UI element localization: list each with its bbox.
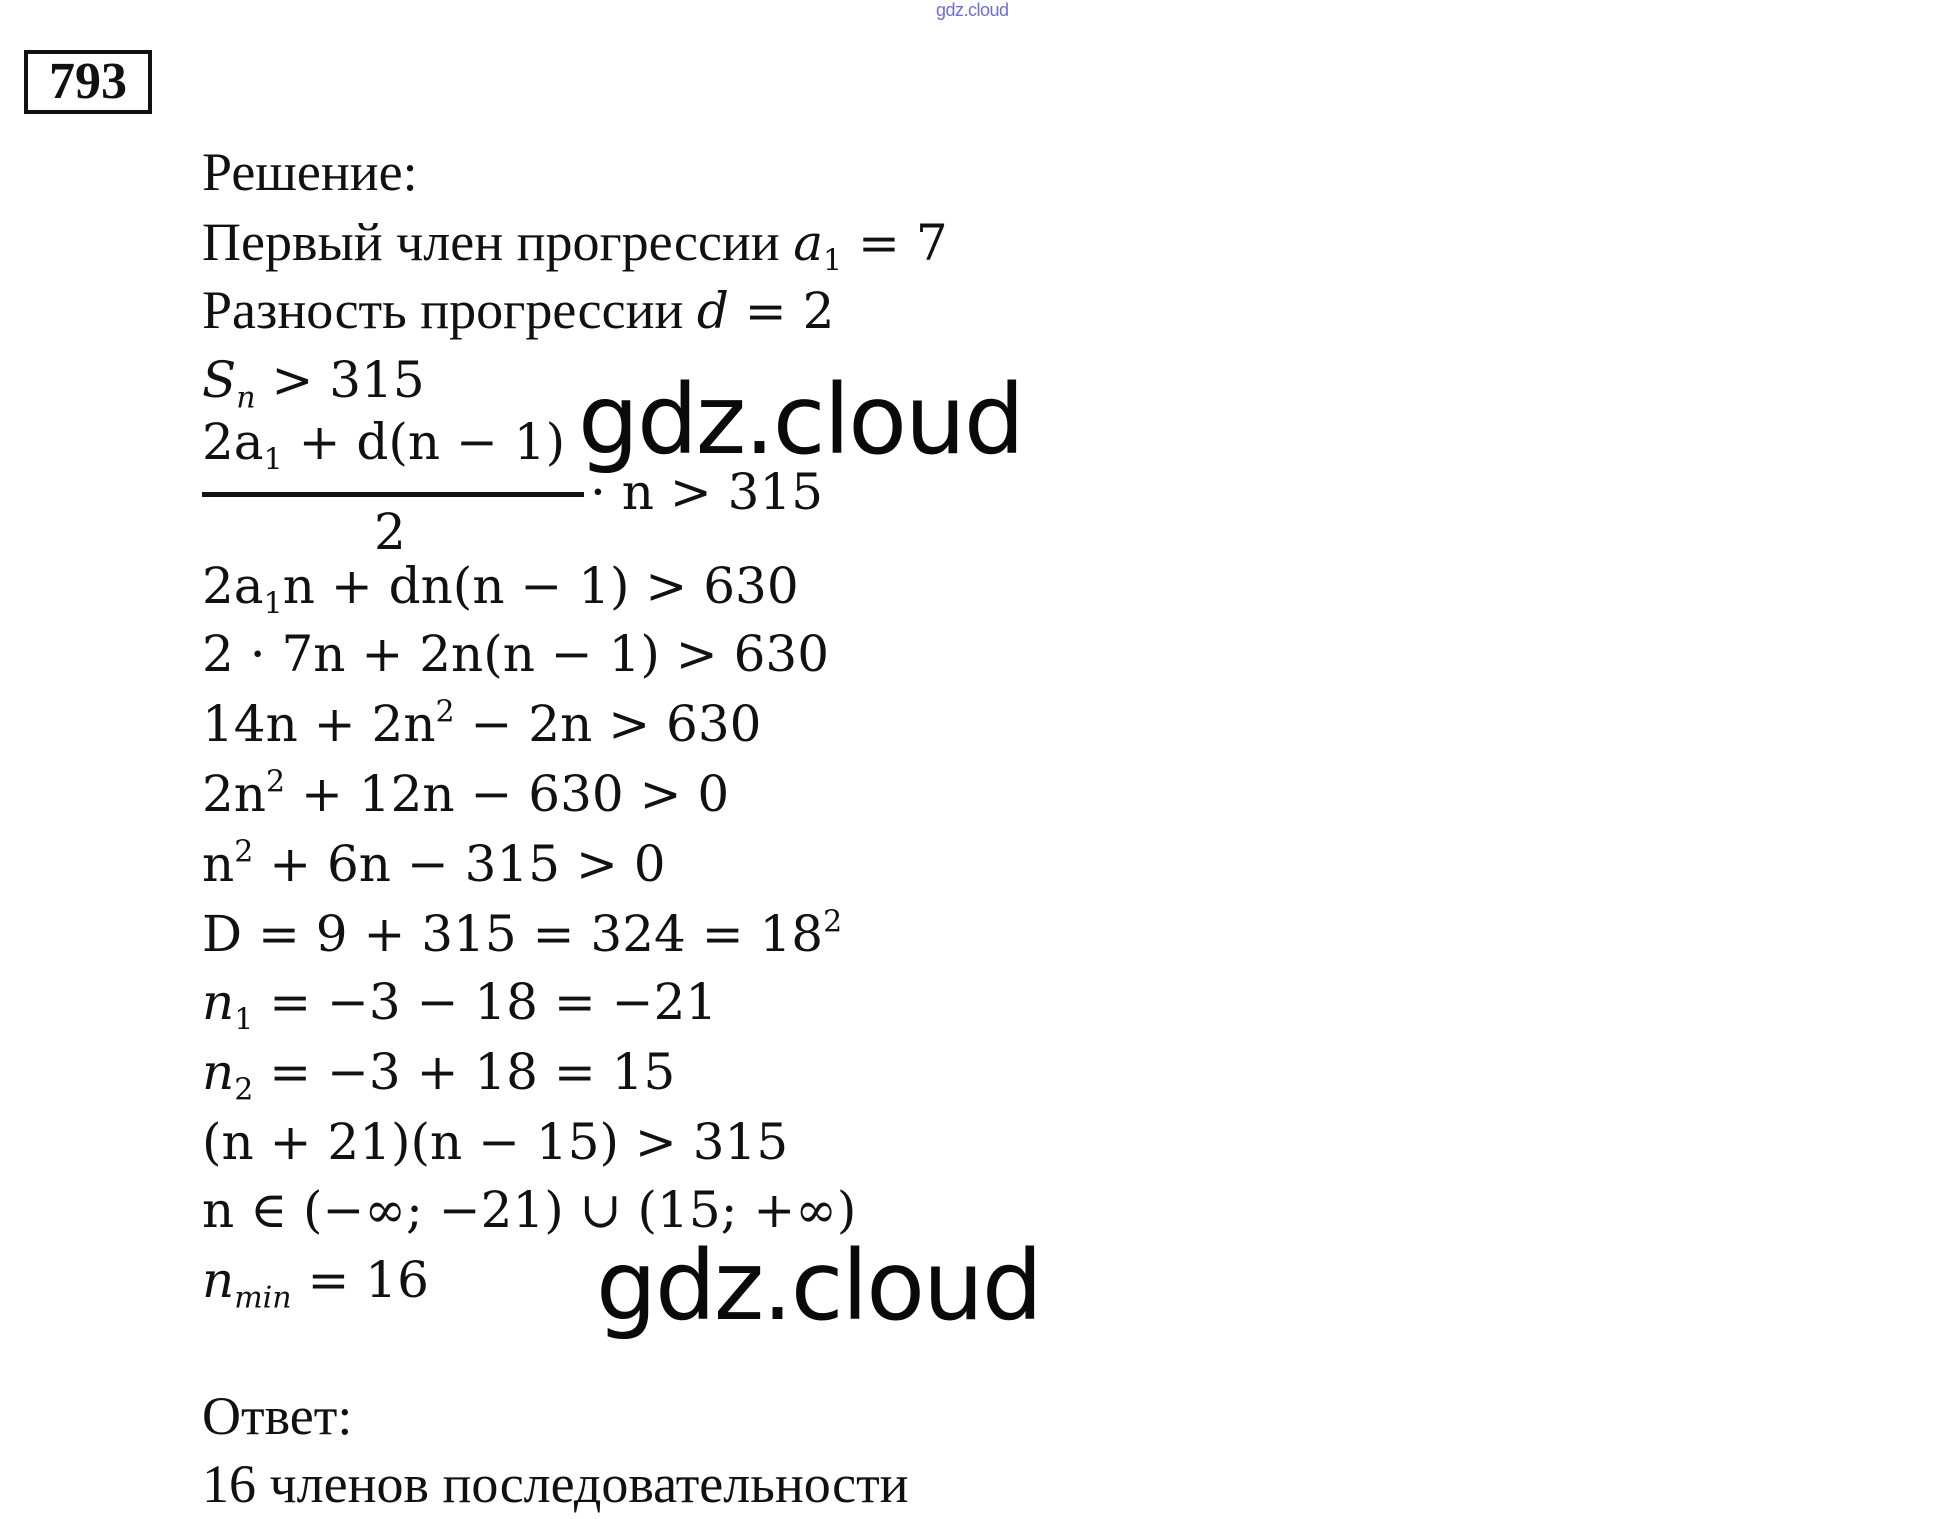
watermark-upper: gdz.cloud — [578, 364, 1023, 476]
solution-interval: n ∈ (−∞; −21) ∪ (15; +∞) — [202, 1181, 857, 1239]
step-3: $14n + 2n^2 - 2n > 630$ — [202, 694, 762, 753]
fraction-numerator: $2a_1 + d(n - 1)$ — [202, 413, 566, 478]
root-1: $n_1 = -3 - 18 = -21$ — [202, 973, 718, 1038]
step-2: 2 · 7n + 2n(n − 1) > 630 — [202, 625, 830, 683]
difference-line — [202, 280, 834, 341]
answer-text: 16 членов последовательности — [202, 1454, 909, 1514]
answer-heading: Ответ: — [202, 1386, 353, 1446]
first-term-formula: $a_1 = 7$ — [793, 214, 948, 279]
fraction-bar — [202, 492, 584, 497]
fraction-denominator: 2 — [374, 503, 406, 561]
first-term-label: Первый член прогрессии — [202, 212, 780, 272]
solution-heading: Решение: — [202, 142, 418, 202]
minimum-n: $n_{min} = 16$ — [202, 1251, 429, 1316]
task-number-box: 793 — [24, 50, 152, 114]
difference-label: Разность прогрессии — [202, 280, 684, 340]
discriminant: $D = 9 + 315 = 324 = 18^2$ — [202, 904, 843, 963]
step-1: $2a_1n + dn(n - 1) > 630$ — [202, 557, 799, 622]
watermark-lower: gdz.cloud — [596, 1230, 1041, 1342]
factored-inequality: (n + 21)(n − 15) > 315 — [202, 1113, 789, 1171]
step-4: $2n^2 + 12n - 630 > 0$ — [202, 764, 730, 823]
fraction-inequality: · n > 315 — [590, 463, 824, 521]
site-mark: gdz.cloud — [936, 0, 1009, 20]
root-2: $n_2 = -3 + 18 = 15$ — [202, 1043, 676, 1108]
step-5: $n^2 + 6n - 315 > 0$ — [202, 834, 666, 893]
first-term-line — [202, 212, 948, 279]
difference-formula: d = 2 — [696, 282, 835, 340]
sum-condition: $S_n > 315$ — [202, 351, 425, 416]
